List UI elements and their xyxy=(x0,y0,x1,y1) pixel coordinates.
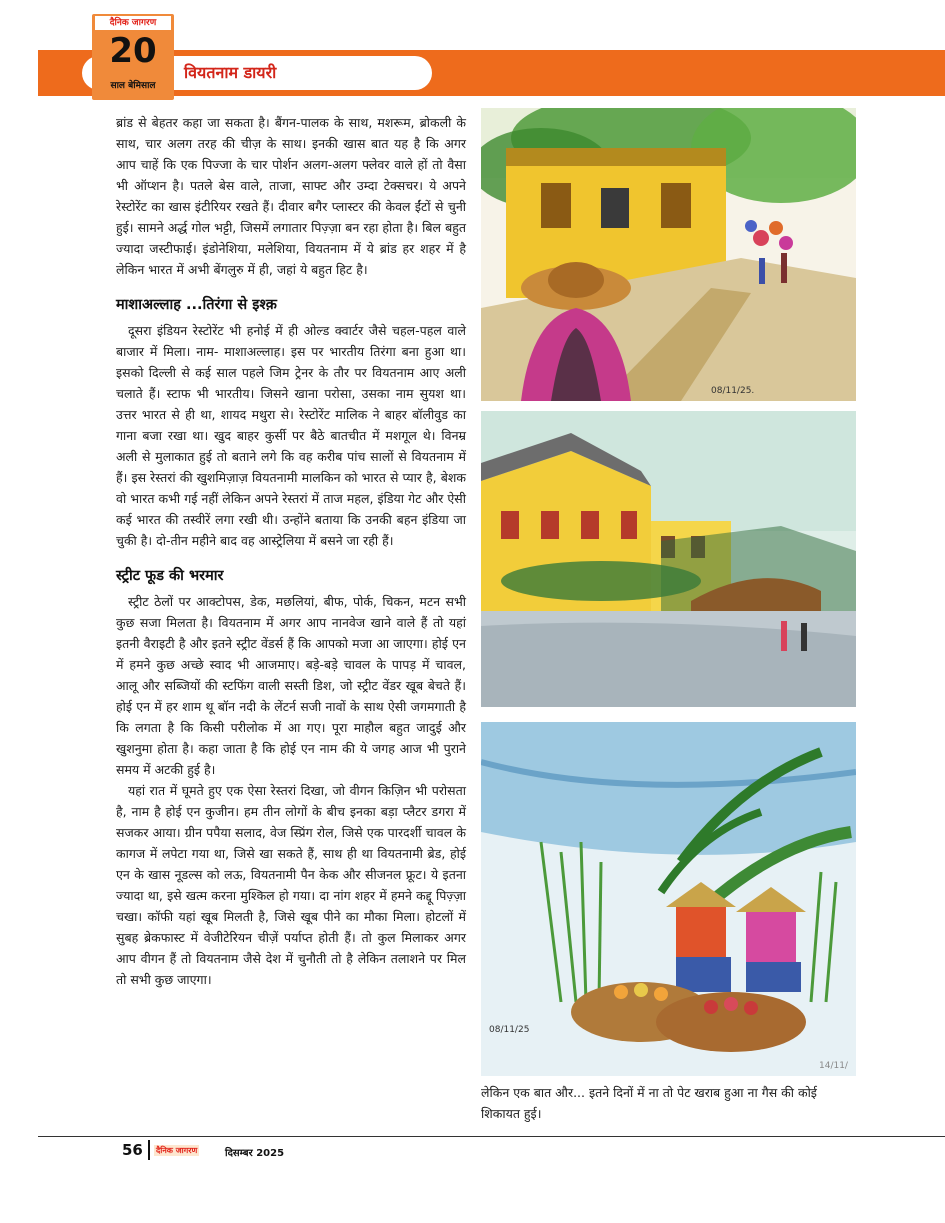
badge-magazine-logo: दैनिक जागरण xyxy=(95,16,171,30)
article-column xyxy=(116,112,466,990)
painting-fruit-vendors xyxy=(481,722,856,1076)
paragraph-mashallah: दूसरा इंडियन रेस्टोरेंट भी हनोई में ही ओल्ड क्वार्टर जैसे चहल-पहल वाले बाजार में मिला। नाम- माशाअल्लाह। इस पर भारतीय तिरंगा बना हुआ था। इसको दिल्ली से कई साल पहले जिम ट्रेनर के तौर पर वियतनाम आए अली चलाते हैं। स्टाफ भी भारतीय। जिसने खाना परोसा, उसका नाम सुयश था। उत्तर भारत से ही था, शायद मथुरा से। रेस्टोरेंट मालिक ने बाहर बॉलीवुड का गाना बजा रखा था। खुद बाहर कुर्सी पर बैठे बातचीत में मशगूल थे। विनम्र अली से मुलाकात हुई तो बताने लगे कि वह करीब पांच सालों से वियतनाम में हैं। इस रेस्तरां की खुशमिज़ाज़ वियतनामी मालकिन को भारत से प्यार है, बेशक वो भारत कभी गई नहीं लेकिन अपने रेस्तरां में ताज महल, इंडिया गेट और ऐसी कई भारत की तस्वीरें लगा रखी थी। उन्होंने बताया कि उनकी बहन इंडिया जा चुकी है। दो-तीन महीने बाद वह आस्ट्रेलिया में बसने जा रही हैं। xyxy=(116,323,466,548)
badge-number: 20 xyxy=(109,31,157,71)
footer-magazine-logo: दैनिक जागरण xyxy=(156,1146,198,1155)
paragraph-pizza: ब्रांड से बेहतर कहा जा सकता है। बैंगन-पालक के साथ, मशरूम, ब्रोकली के साथ, चार अलग तरह की चीज़ के साथ। इनकी खास बात यह है कि अगर आप चाहें कि एक पिज्जा के चार पोर्शन अलग-अलग फ्लेवर वाले हों तो वैसा भी ऑप्शन है। पतले बेस वाले, ताजा, साफ्ट और उम्दा टेक्सचर। ये अपने रेस्टोरेंट का खास इंटीरियर रखते हैं। दीवार बगैर प्लास्टर की केवल ईंटों से चुनी हुई। सामने अर्द्ध गोल भट्टी, जिसमें लगातार पिज़्ज़ा बन रहा होता है। बिल बहुत ज्यादा जस्टीफाई। इंडोनेशिया, मलेशिया, वियतनाम में ये ब्रांड हर शहर में है लेकिन भारत में अभी बेंगलुरु में ही, जहां ये बहुत हिट है। xyxy=(116,115,466,277)
page-number: 56 xyxy=(122,1141,143,1159)
footer-divider xyxy=(148,1140,150,1160)
section-title: वियतनाम डायरी xyxy=(184,63,277,82)
paragraph-street-food: स्ट्रीट ठेलों पर आक्टोपस, डेक, मछलियां, बीफ, पोर्क, चिकन, मटन सभी कुछ सजा मिलता है। वियतनाम में अगर आप नानवेज खाने वाले हैं तो यहां इतनी वैराइटी है और इतने स्ट्रीट वेंडर्स हैं कि आपको मजा आ जाएगा। होई एन में हमने कुछ अच्छे स्वाद भी आजमाए। बड़े-बड़े चावल के पापड़ में चावल, आलू और सब्जियों की स्टफिंग वाली सस्ती डिश, जो स्ट्रीट वेंडर खूब बेचते हैं। होई एन में हर शाम थू बॉन नदी के लेंटर्न सजी नावों के साथ ऐसी जगमगाती है कि लगता है कि किसी परीलोक में आ गए। पूरा माहौल बहुत जादुई और खुशनुमा होता है। कहा जाता है कि होई एन नाम की ये जगह आज भी पुराने समय में अटकी हुई है। xyxy=(116,594,466,777)
footer-date: दिसम्बर 2025 xyxy=(225,1148,285,1159)
footer-rule xyxy=(38,1136,945,1137)
painting-riverside-bridge xyxy=(481,411,856,707)
paragraph-vegan: यहां रात में घूमते हुए एक ऐसा रेस्तरां दिखा, जो वीगन किज़िन भी परोसता है, नाम है होई एन कुजीन। हम तीन लोगों के बीच इनका बड़ा प्लैटर डगरा में सजकर आया। ग्रीन पपैया सलाद, वेज स्प्रिंग रोल, जिसे एक पारदर्शी चावल के कागज में लपेटा गया था, जिसे खा सकते हैं, साथ ही था वियतनामी ब्रेड, होई एन के खास नूडल्स को लऊ, वियतनामी पैन केक और सीजनल फ्रूट। ये इतना ज्यादा था, इसे खत्म करना मुश्किल हो गया। दा नांग शहर में हमने कद्दू पिज़्ज़ा चखा। कॉफी यहां खूब मिलती है, जिसे खूब पीने का मौका मिला। होटलों में सुबह ब्रेकफास्ट में वेजीटेरियन चीज़ें पर्याप्त होती हैं। तो कुल मिलाकर अगर आप वीगन हैं तो वियतनाम जैसे देश में चुनौती तो है लेकिन तलाशने पर मिल तो सभी कुछ जाएगा। xyxy=(116,783,466,987)
anniversary-badge xyxy=(92,14,174,100)
badge-subtitle: साल बेमिसाल xyxy=(110,81,156,91)
painting-signature: 08/11/25. xyxy=(711,386,755,396)
heading-street-food: स्ट्रीट फूड की भरमार xyxy=(116,568,224,584)
heading-mashallah: माशाअल्लाह ...तिरंगा से इश्क़ xyxy=(116,297,277,313)
painting-date-stamp: 14/11/ xyxy=(819,1061,848,1071)
painting-caption: लेकिन एक बात और... इतने दिनों में ना तो पेट खराब हुआ ना गैस की कोई शिकायत हुई। xyxy=(481,1085,817,1121)
painting-signature-2: 08/11/25 xyxy=(489,1025,530,1035)
painting-old-town-street xyxy=(481,108,856,401)
